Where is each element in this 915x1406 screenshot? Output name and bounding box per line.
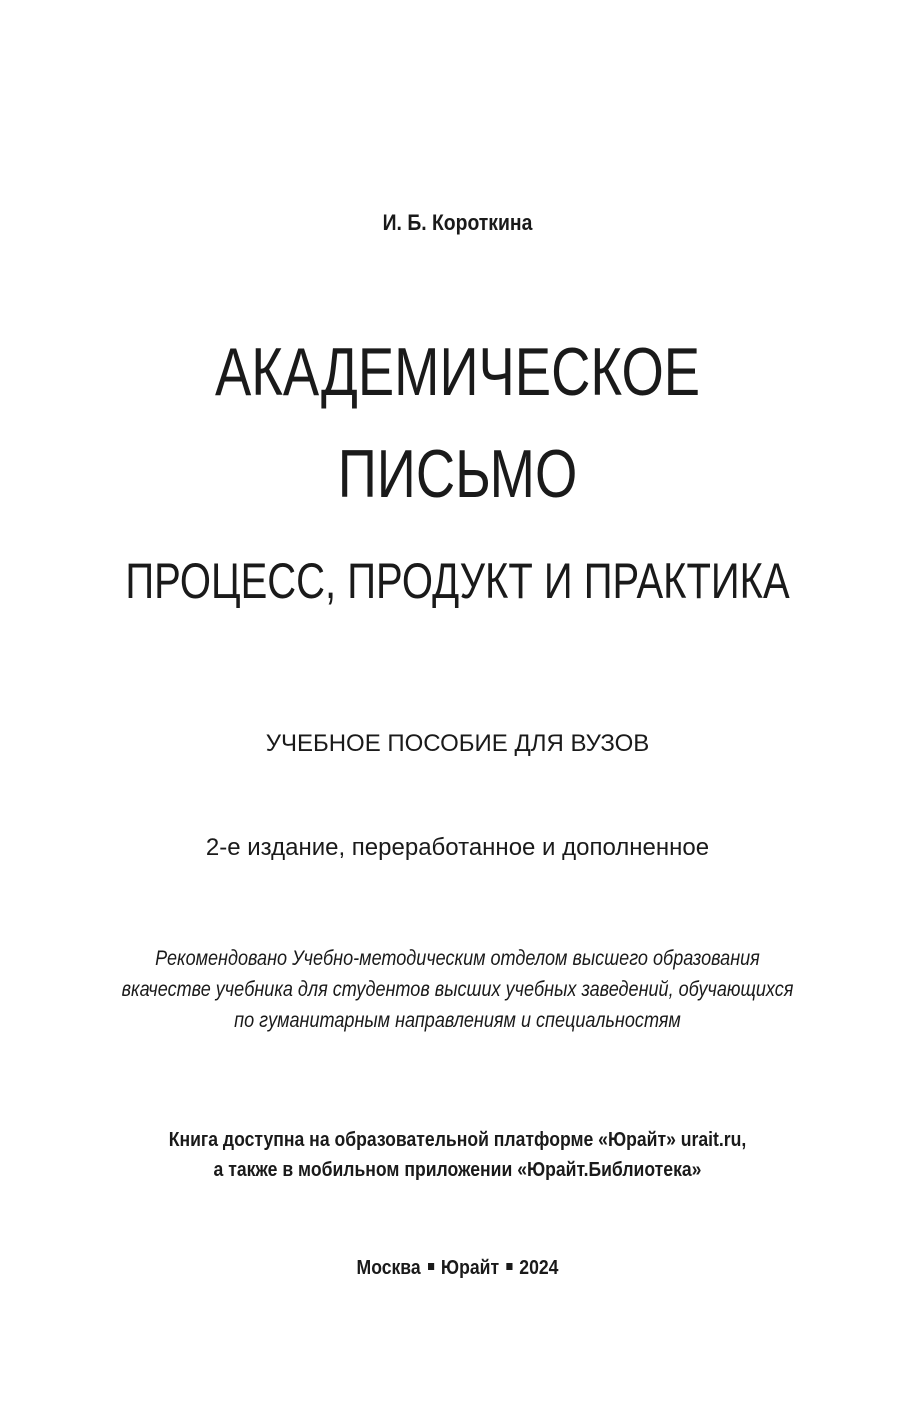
- separator-square-icon: [428, 1263, 434, 1270]
- imprint-publisher: Юрайт: [440, 1257, 500, 1279]
- recommendation-line-3: по гуманитарным направлениям и специальностям: [234, 1009, 681, 1032]
- imprint-year: 2024: [519, 1257, 559, 1279]
- imprint: [55, 1258, 860, 1278]
- book-type: УЧЕБНОЕ ПОСОБИЕ ДЛЯ ВУЗОВ: [265, 730, 650, 757]
- separator-square-icon: [506, 1263, 512, 1270]
- imprint-city: Москва: [356, 1257, 421, 1279]
- book-title-line-2: ПИСЬМО: [337, 436, 578, 512]
- book-title-line-1: АКАДЕМИЧЕСКОЕ: [214, 334, 701, 410]
- platform-note-line-2: а также в мобильном приложении «Юрайт.Библиотека»: [213, 1159, 702, 1181]
- edition-info: 2-е издание, переработанное и дополненное: [205, 834, 710, 861]
- recommendation-line-1: Рекомендовано Учебно-методическим отделом высшего образования: [155, 947, 760, 970]
- book-subtitle: ПРОЦЕСС, ПРОДУКТ И ПРАКТИКА: [125, 553, 790, 609]
- author-name: И. Б. Короткина: [382, 210, 533, 235]
- recommendation-line-2: вкачестве учебника для студентов высших учебных заведений, обучающихся: [121, 978, 794, 1001]
- platform-note-line-1: Книга доступна на образовательной платформе «Юрайт» urait.ru,: [168, 1129, 747, 1151]
